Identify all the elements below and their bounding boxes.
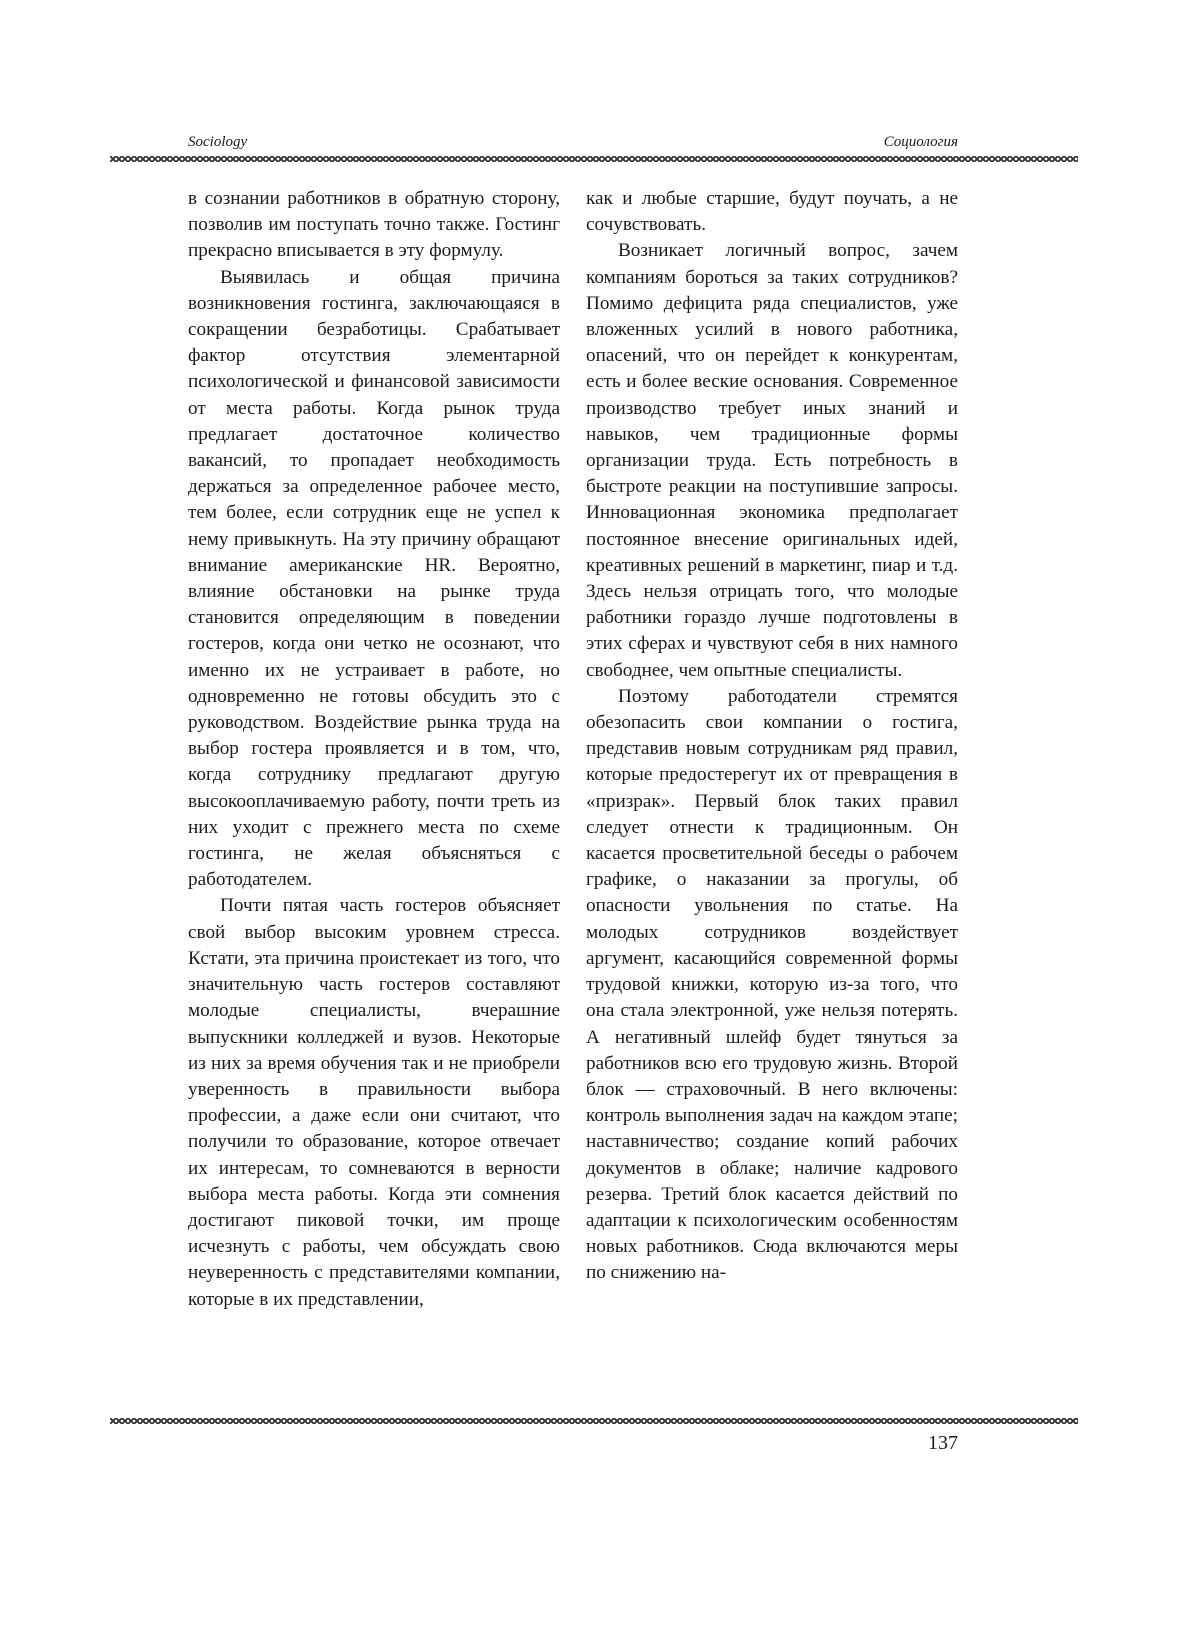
bottom-ornament-border [110,1416,1078,1426]
page-number: 137 [928,1432,958,1454]
paragraph: как и любые старшие, будут поучать, а не сочувствовать. [586,188,958,236]
left-column [188,186,560,1408]
paragraph: в сознании работников в обратную сторону, позволив им поступать точно также. Гостинг прекрасно вписывается в эту формулу. [188,188,560,262]
running-head [188,134,958,156]
running-head-right: Социология [883,134,958,150]
paragraph: Поэтому работодатели стремятся обезопасить свои компании о гостига, представив новым сотрудникам ряд правил, которые предостерегут их от превращения в «призрак». Первый блок таких правил следует отнести к традиционным. Он касается просветительной беседы о рабочем графике, о наказании за прогулы, об опасности увольнения по статье. На молодых сотрудников воздействует аргумент, касающийся современной формы трудовой книжки, которую из-за того, что она стала электронной, уже нельзя потерять. А негативный шлейф будет тянуться за работников всю его трудовую жизнь. Второй блок — страховочный. В него включены: контроль выполнения задач на каждом этапе; наставничество; создание копий рабочих документов в облаке; наличие кадрового резерва. Третий блок касается действий по адаптации к психологическим особенностям новых работников. Сюда включаются меры по снижению на- [586,685,958,1284]
running-head-left: Sociology [188,134,248,150]
top-ornament-border [110,154,1078,164]
paragraph: Выявилась и общая причина возникновения гостинга, заключающаяся в сокращении безработицы. Срабатывает фактор отсутствия элементарной психологической и финансовой зависимости от места работы. Когда рынок труда предлагает достаточное количество вакансий, то пропадает необходимость держаться за определенное рабочее место, тем более, если сотрудник еще не успел к нему привыкнуть. На эту причину обращают внимание американские HR. Вероятно, влияние обстановки на рынке труда становится определяющим в поведении гостеров, когда они четко не осознают, что именно их не устраивает в работе, но одновременно не готовы обсудить это с руководством. Воздействие рынка труда на выбор гостера проявляется и в том, что, когда сотруднику предлагают другую высокооплачиваемую работу, почти треть из них уходит с прежнего места по схеме гостинга, не желая объясняться с работодателем. [188,266,560,891]
paragraph: Возникает логичный вопрос, зачем компаниям бороться за таких сотрудников? Помимо дефицита ряда специалистов, уже вложенных усилий в нового работника, опасений, что он перейдет к конкурентам, есть и более веские основания. Современное производство требует иных знаний и навыков, чем традиционные формы организации труда. Есть потребность в быстроте реакции на поступившие запросы. Инновационная экономика предполагает постоянное внесение оригинальных идей, креативных решений в маркетинг, пиар и т.д. Здесь нельзя отрицать того, что молодые работники гораздо лучше подготовлены в этих сферах и чувствуют себя в них намного свободнее, чем опытные специалисты. [586,240,958,681]
right-column [586,186,958,1408]
paragraph: Почти пятая часть гостеров объясняет свой выбор высоким уровнем стресса. Кстати, эта причина проистекает из того, что значительную часть гостеров составляют молодые специалисты, вчерашние выпускники колледжей и вузов. Некоторые из них за время обучения так и не приобрели уверенность в правильности выбора профессии, а даже если они считают, что получили то образование, которое отвечает их интересам, то сомневаются в верности выбора места работы. Когда эти сомнения достигают пиковой точки, им проще исчезнуть с работы, чем обсуждать свою неуверенность с представителями компании, которые в их представлении, [188,895,560,1310]
